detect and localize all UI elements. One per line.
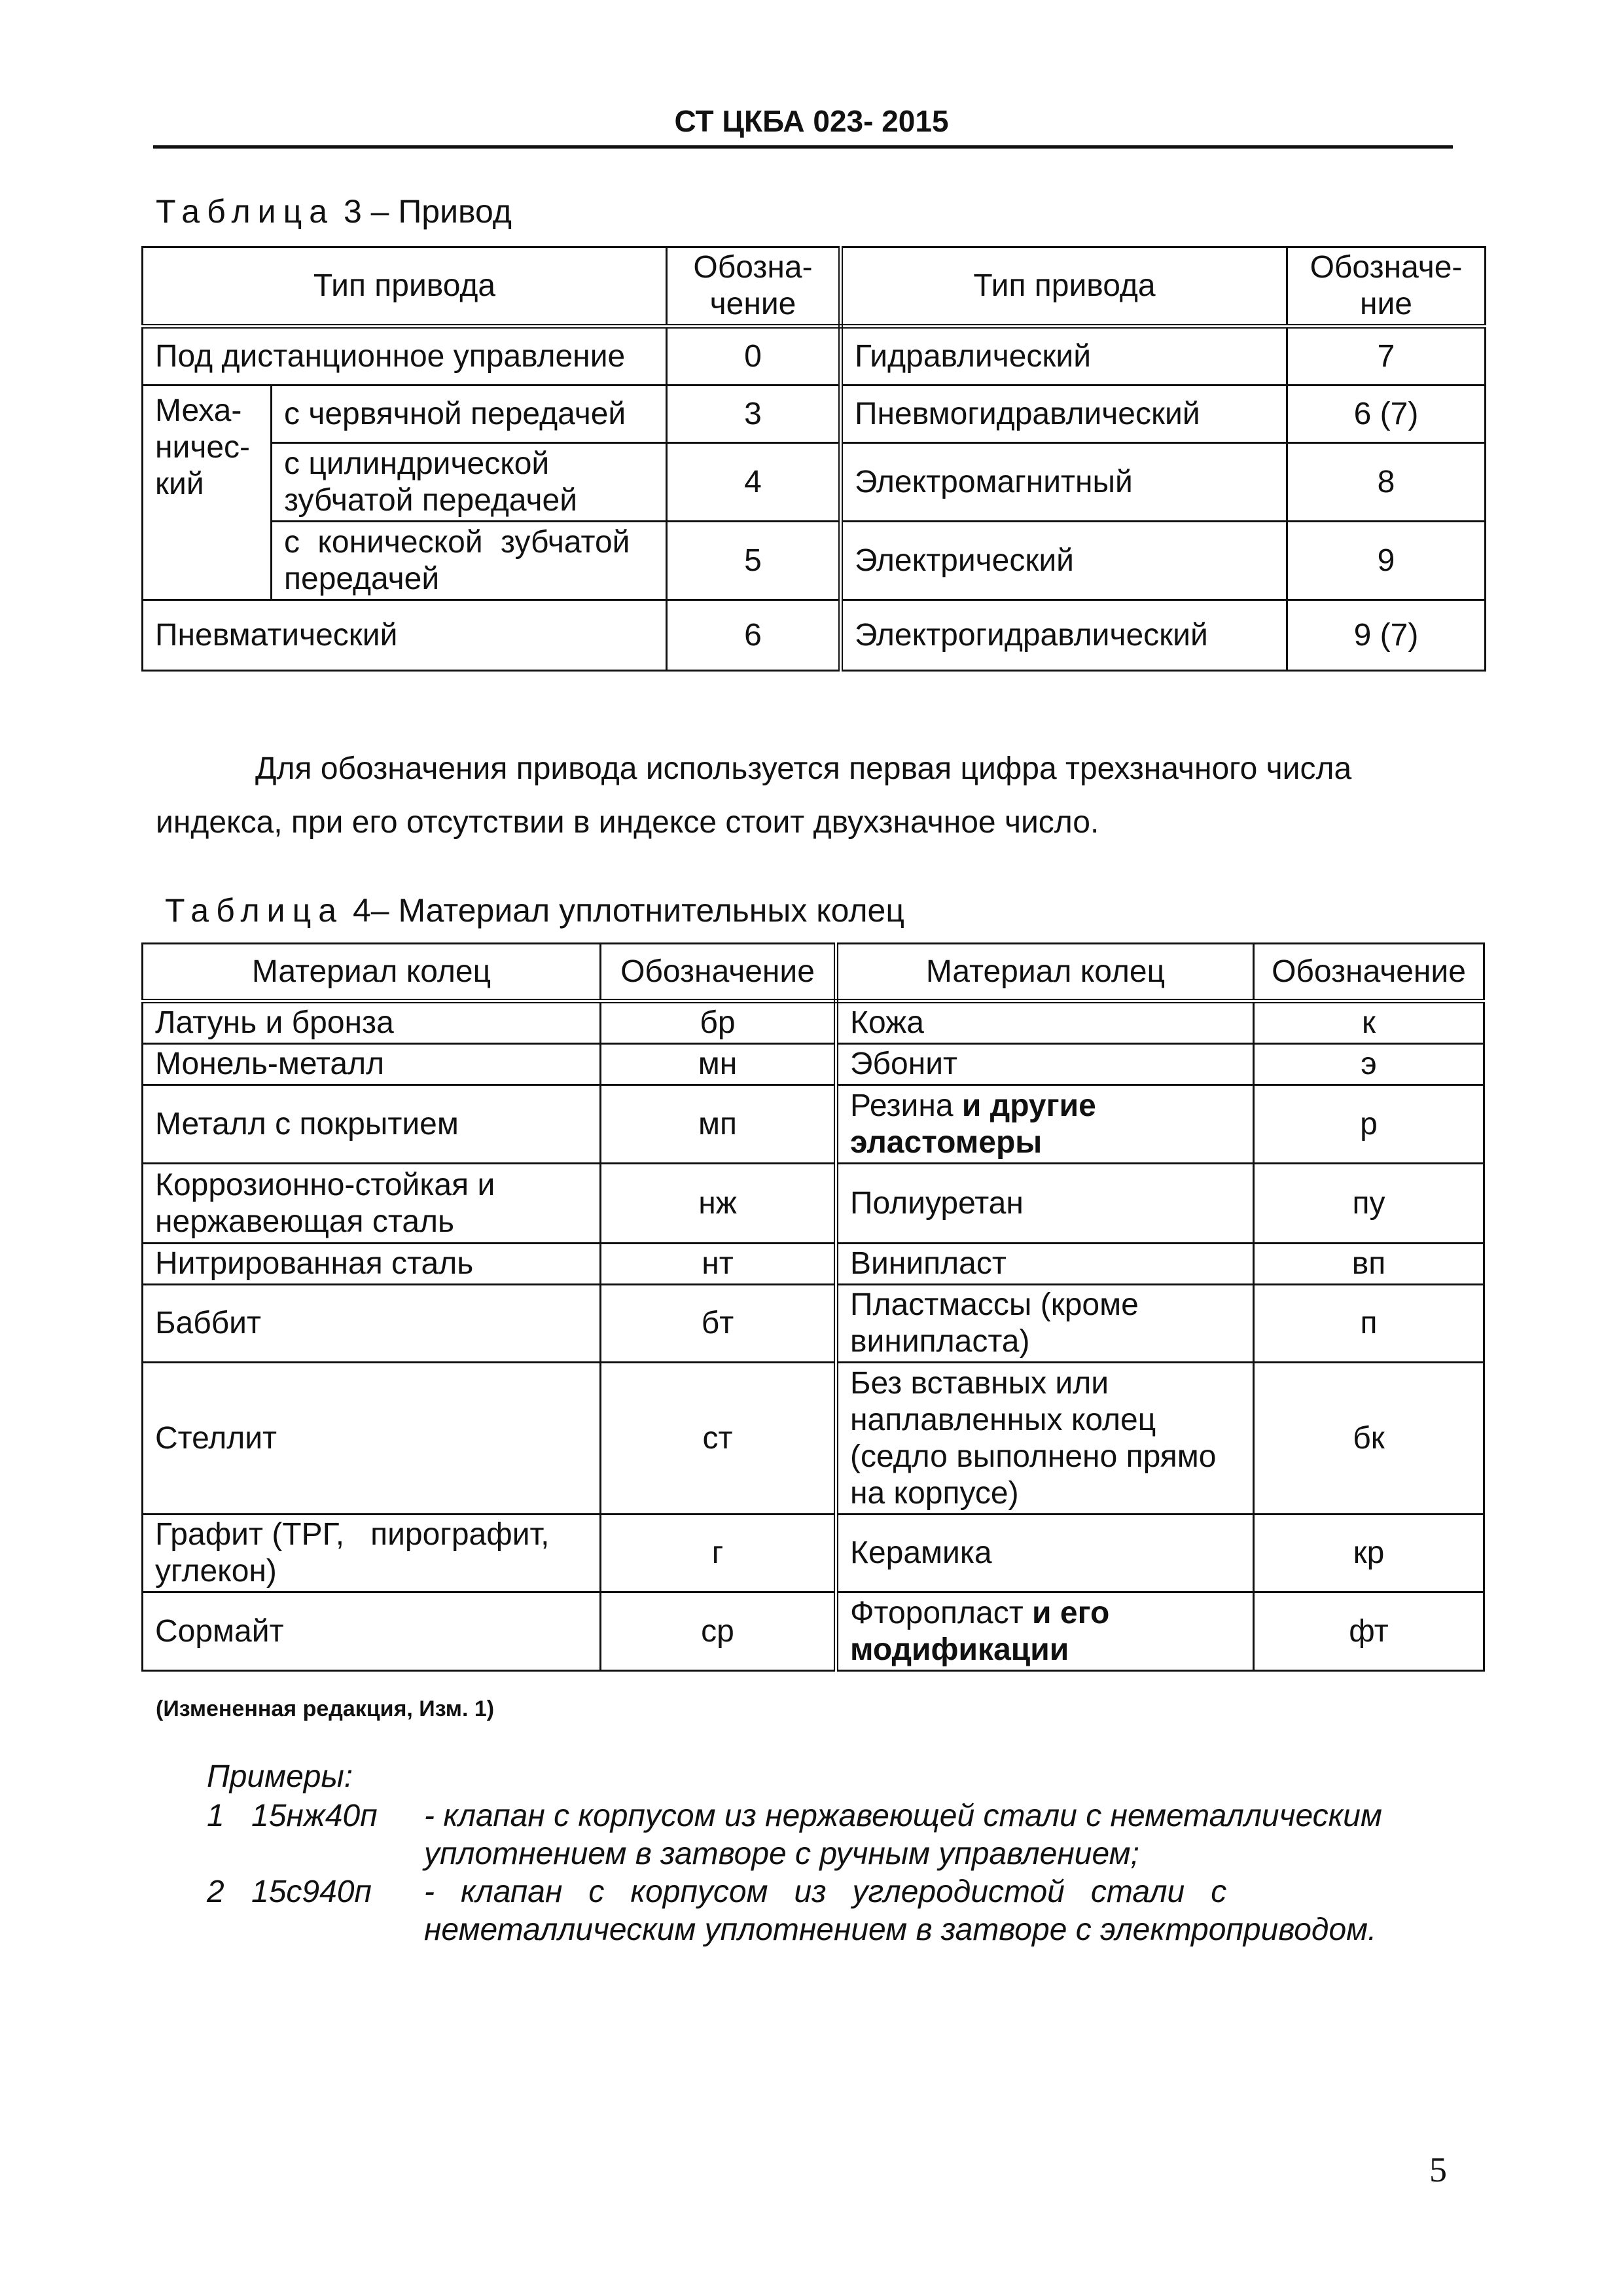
header-code-line: чение bbox=[709, 287, 796, 321]
drive-subtype-cell: с червячной передачей bbox=[272, 386, 667, 443]
table4-caption-title: 4– Материал уплотнительных колец bbox=[344, 892, 905, 929]
cell-line: с цилиндрической bbox=[284, 446, 550, 481]
cell-line bbox=[850, 1595, 1241, 1632]
drive-type-table bbox=[141, 246, 1486, 672]
material-cell: Сормайт bbox=[143, 1592, 601, 1671]
material-code-cell: г bbox=[601, 1515, 836, 1592]
drive-type-cell: Гидравлический bbox=[841, 327, 1287, 386]
example-number: 2 bbox=[207, 1874, 224, 1909]
drive-type-cell: Пневмогидравлический bbox=[841, 386, 1287, 443]
material-cell: Винипласт bbox=[836, 1244, 1254, 1285]
table4-header-row bbox=[143, 944, 1484, 1001]
drive-code-cell: 6 bbox=[667, 600, 841, 671]
cell-line bbox=[850, 1088, 1241, 1124]
cell-text: Резина bbox=[850, 1088, 962, 1123]
cell-line: на корпусе) bbox=[850, 1475, 1019, 1511]
table3-header-row bbox=[143, 247, 1486, 327]
material-code-cell: бт bbox=[601, 1285, 836, 1363]
material-cell: Латунь и бронза bbox=[143, 1001, 601, 1044]
material-cell: Баббит bbox=[143, 1285, 601, 1363]
seal-material-table bbox=[141, 942, 1485, 1672]
table3-caption-title: 3 – Привод bbox=[334, 193, 512, 230]
table3-header-code-2 bbox=[1287, 247, 1486, 327]
table-row bbox=[143, 1085, 1484, 1164]
table-row bbox=[143, 1044, 1484, 1085]
header-rule bbox=[153, 145, 1453, 149]
table4-header-material: Материал колец bbox=[143, 944, 601, 1001]
material-cell bbox=[143, 1515, 601, 1592]
material-cell bbox=[143, 1164, 601, 1244]
material-code-cell: пу bbox=[1254, 1164, 1484, 1244]
table3-header-type: Тип привода bbox=[143, 247, 667, 327]
cell-line: эластомеры bbox=[850, 1124, 1043, 1160]
drive-subtype-cell bbox=[272, 443, 667, 522]
cell-line: Пластмассы (кроме bbox=[850, 1287, 1139, 1322]
material-code-cell: р bbox=[1254, 1085, 1484, 1164]
group-label-line: Меха- bbox=[155, 393, 242, 428]
material-code-cell: к bbox=[1254, 1001, 1484, 1044]
table4-header-code: Обозначение bbox=[601, 944, 836, 1001]
group-label-line: кий bbox=[155, 467, 204, 501]
drive-type-cell: Электрогидравлический bbox=[841, 600, 1287, 671]
table-row bbox=[143, 522, 1486, 600]
cell-line: (седло выполнено прямо bbox=[850, 1439, 1217, 1474]
material-code-cell: вп bbox=[1254, 1244, 1484, 1285]
example-description-line: - клапан с корпусом из нержавеющей стали с неметаллическим bbox=[424, 1799, 1382, 1833]
material-cell bbox=[836, 1592, 1254, 1671]
drive-type-cell: Электрический bbox=[841, 522, 1287, 600]
cell-line: передачей bbox=[284, 561, 440, 596]
material-cell: Стеллит bbox=[143, 1363, 601, 1515]
group-label-line: ничес- bbox=[155, 430, 251, 465]
paragraph-line-2: индекса, при его отсутствии в индексе стоит двухзначное число. bbox=[156, 805, 1099, 840]
drive-type-cell: Под дистанционное управление bbox=[143, 327, 667, 386]
material-code-cell: мп bbox=[601, 1085, 836, 1164]
material-code-cell: ст bbox=[601, 1363, 836, 1515]
drive-code-cell: 9 bbox=[1287, 522, 1486, 600]
table-row bbox=[143, 1244, 1484, 1285]
cell-line: Без вставных или bbox=[850, 1365, 1109, 1401]
cell-text-bold: и другие bbox=[961, 1088, 1096, 1123]
cell-text: Фторопласт bbox=[850, 1595, 1033, 1630]
table4-header-material-2: Материал колец bbox=[836, 944, 1254, 1001]
cell-line: модификации bbox=[850, 1632, 1069, 1667]
header-code-line: ние bbox=[1359, 287, 1412, 321]
drive-code-cell: 8 bbox=[1287, 443, 1486, 522]
material-cell bbox=[836, 1363, 1254, 1515]
material-code-cell: мн bbox=[601, 1044, 836, 1085]
cell-line: Графит (ТРГ, пирографит, bbox=[155, 1517, 550, 1552]
material-code-cell: бк bbox=[1254, 1363, 1484, 1515]
cell-line: зубчатой передачей bbox=[284, 482, 578, 518]
table-row bbox=[143, 1515, 1484, 1592]
cell-text-bold: и его bbox=[1032, 1595, 1110, 1630]
drive-code-cell: 6 (7) bbox=[1287, 386, 1486, 443]
cell-line: углекон) bbox=[155, 1554, 277, 1588]
header-code-line: Обозна- bbox=[693, 250, 813, 285]
material-code-cell: ср bbox=[601, 1592, 836, 1671]
table-row bbox=[143, 327, 1486, 386]
table-row bbox=[143, 1001, 1484, 1044]
drive-code-cell: 4 bbox=[667, 443, 841, 522]
table-row bbox=[143, 600, 1486, 671]
example-description-line: - клапан с корпусом из углеродистой стали с bbox=[424, 1874, 1227, 1909]
drive-code-cell: 3 bbox=[667, 386, 841, 443]
paragraph-line-1: Для обозначения привода используется первая цифра трехзначного числа bbox=[255, 751, 1352, 786]
material-cell: Металл с покрытием bbox=[143, 1085, 601, 1164]
material-code-cell: п bbox=[1254, 1285, 1484, 1363]
cell-line: нержавеющая сталь bbox=[155, 1204, 455, 1239]
material-code-cell: нж bbox=[601, 1164, 836, 1244]
cell-line: винипласта) bbox=[850, 1324, 1030, 1359]
material-cell: Нитрированная сталь bbox=[143, 1244, 601, 1285]
table4-caption bbox=[165, 891, 904, 929]
table-row bbox=[143, 1285, 1484, 1363]
drive-code-cell: 5 bbox=[667, 522, 841, 600]
material-cell: Полиуретан bbox=[836, 1164, 1254, 1244]
material-code-cell: э bbox=[1254, 1044, 1484, 1085]
cell-line: с конической зубчатой bbox=[284, 524, 630, 560]
table3-header-code bbox=[667, 247, 841, 327]
drive-code-cell: 0 bbox=[667, 327, 841, 386]
table3-caption-word: Таблица bbox=[156, 193, 335, 230]
table3-header-type-2: Тип привода bbox=[841, 247, 1287, 327]
table-row bbox=[143, 443, 1486, 522]
material-code-cell: нт bbox=[601, 1244, 836, 1285]
examples-title: Примеры: bbox=[207, 1759, 353, 1794]
drive-code-cell: 7 bbox=[1287, 327, 1486, 386]
example-code: 15с940п bbox=[251, 1874, 372, 1909]
drive-type-cell: Электромагнитный bbox=[841, 443, 1287, 522]
cell-line: наплавленных колец bbox=[850, 1402, 1156, 1437]
table-row bbox=[143, 1363, 1484, 1515]
drive-subtype-cell bbox=[272, 522, 667, 600]
document-header: СТ ЦКБА 023- 2015 bbox=[674, 104, 949, 138]
example-number: 1 bbox=[207, 1799, 224, 1833]
header-code-line: Обозначе- bbox=[1310, 250, 1463, 285]
drive-type-cell: Пневматический bbox=[143, 600, 667, 671]
example-code: 15нж40п bbox=[251, 1799, 378, 1833]
table-row bbox=[143, 386, 1486, 443]
material-code-cell: бр bbox=[601, 1001, 836, 1044]
material-code-cell: кр bbox=[1254, 1515, 1484, 1592]
example-description-line: уплотнением в затворе с ручным управлением; bbox=[424, 1837, 1139, 1871]
example-description-line: неметаллическим уплотнением в затворе с электроприводом. bbox=[424, 1912, 1377, 1947]
cell-line: Коррозионно-стойкая и bbox=[155, 1167, 495, 1202]
material-cell bbox=[836, 1285, 1254, 1363]
table4-caption-word: Таблица bbox=[165, 892, 344, 929]
table-row bbox=[143, 1164, 1484, 1244]
mechanical-group-cell bbox=[143, 386, 272, 600]
material-cell: Монель-металл bbox=[143, 1044, 601, 1085]
material-cell bbox=[836, 1085, 1254, 1164]
material-cell: Кожа bbox=[836, 1001, 1254, 1044]
drive-code-cell: 9 (7) bbox=[1287, 600, 1486, 671]
material-code-cell: фт bbox=[1254, 1592, 1484, 1671]
table3-caption bbox=[156, 192, 512, 230]
revision-note: (Измененная редакция, Изм. 1) bbox=[156, 1696, 495, 1721]
table-row bbox=[143, 1592, 1484, 1671]
material-cell: Керамика bbox=[836, 1515, 1254, 1592]
page-number: 5 bbox=[1429, 2150, 1447, 2189]
material-cell: Эбонит bbox=[836, 1044, 1254, 1085]
table4-header-code-2: Обозначение bbox=[1254, 944, 1484, 1001]
